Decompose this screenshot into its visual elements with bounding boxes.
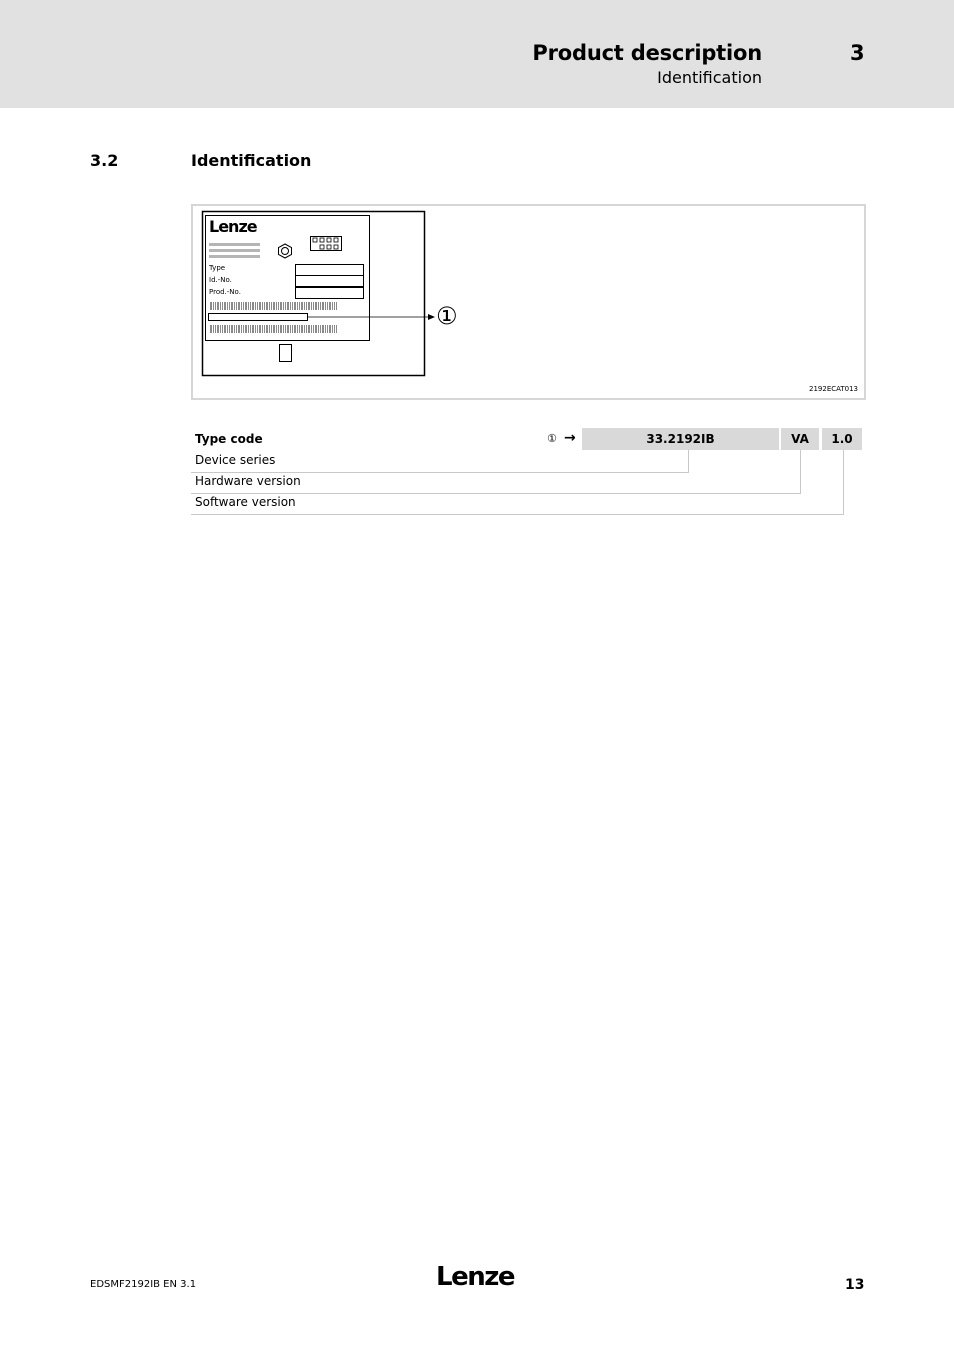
rule-hardware-version [191,493,801,494]
row-device-series: Device series [195,453,276,467]
rule-hardware-version-vertical [800,450,801,494]
page-number: 13 [845,1277,865,1293]
rule-device-series-vertical [688,450,689,473]
type-code-label: Type code [195,432,263,446]
page-header-subtitle: Identification [657,68,762,87]
row-software-version: Software version [195,495,296,509]
page-header-title: Product description [532,41,762,65]
nameplate-field-prod: Prod.-No. [209,288,241,296]
figure-id: 2192ECAT013 [809,385,859,393]
type-code-software-cell: 1.0 [822,428,862,450]
nameplate-logo: Lenze [209,217,257,236]
row-hardware-version: Hardware version [195,474,301,488]
section-title: Identification [191,151,312,170]
type-code-marker: ① [547,432,557,445]
nameplate-field-type: Type [209,264,226,272]
rule-device-series [191,472,689,473]
callout-marker: ① [436,302,458,330]
section-number: 3.2 [90,151,119,170]
type-code-hardware-cell: VA [781,428,819,450]
rule-software-version-vertical [843,450,844,515]
rule-software-version [191,514,844,515]
nameplate-field-id: Id.-No. [209,276,232,284]
chapter-number: 3 [850,41,865,65]
arrow-right-icon: → [564,430,576,446]
footer-logo: Lenze [436,1262,514,1292]
nameplate-drawing [0,0,954,420]
type-code-series-cell: 33.2192IB [582,428,779,450]
footer-doc-ref: EDSMF2192IB EN 3.1 [90,1279,197,1290]
